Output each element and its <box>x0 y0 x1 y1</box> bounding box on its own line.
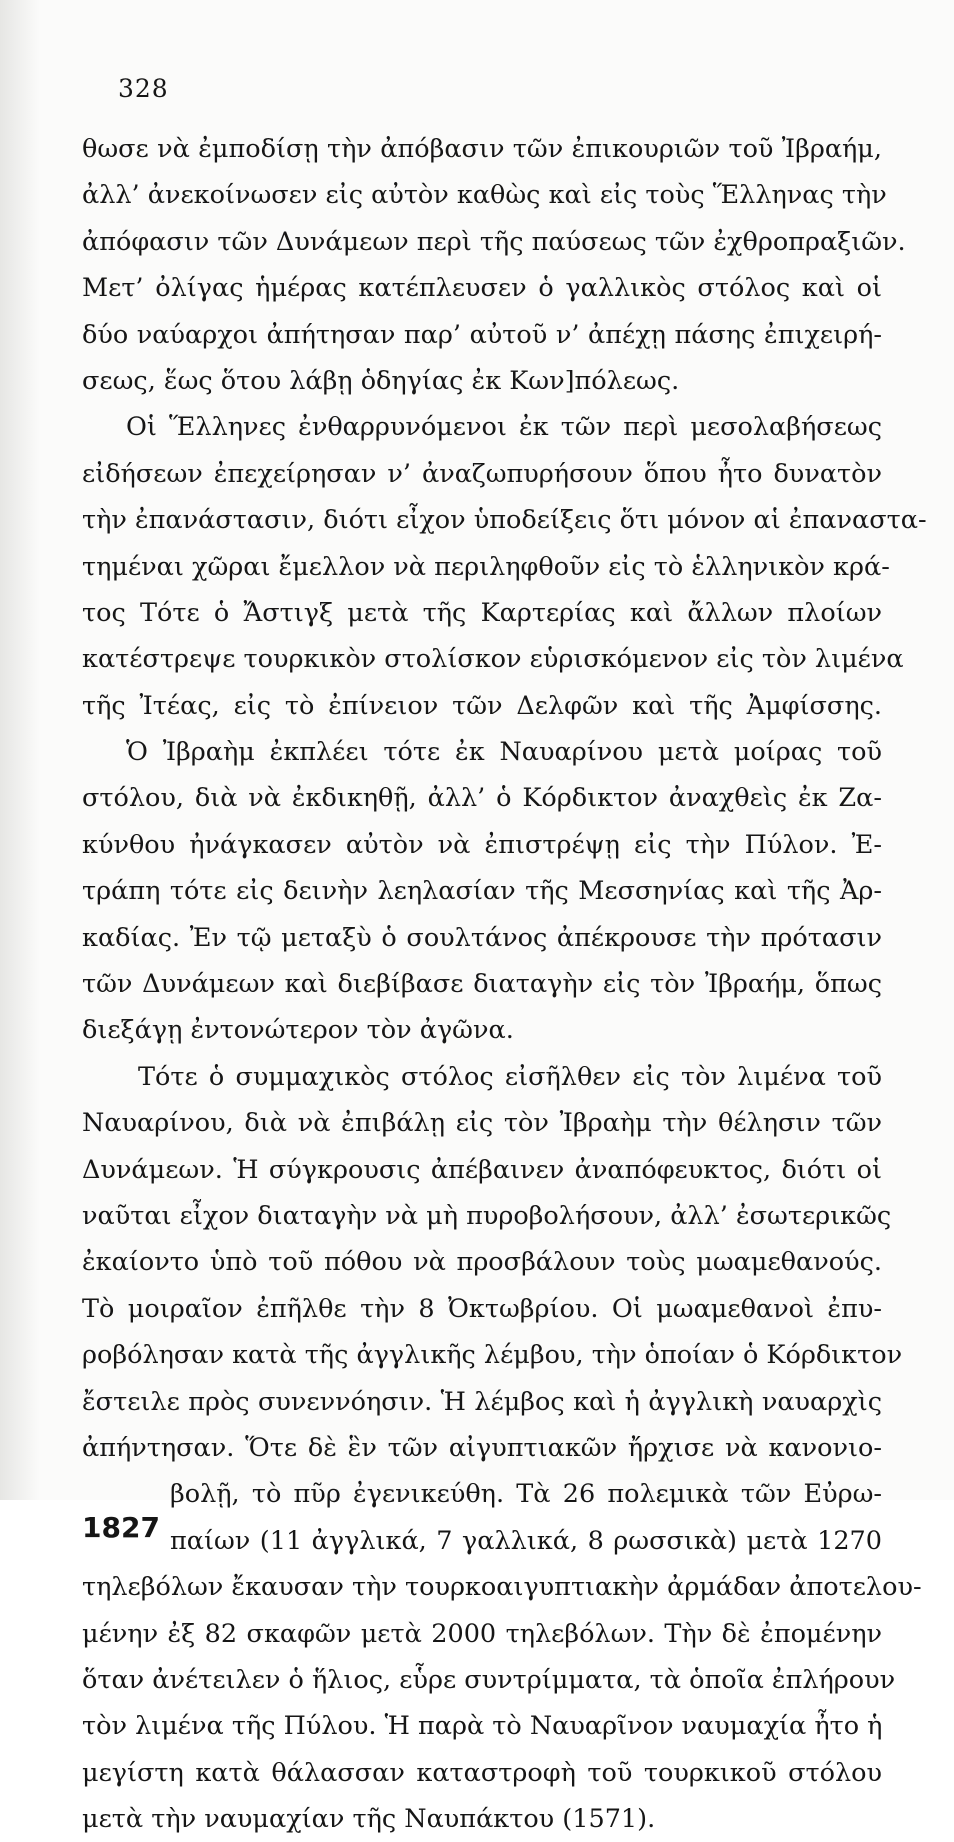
text-line: ἀλλ’ ἀνεκοίνωσεν εἰς αὐτὸν καθὼς καὶ εἰς τοὺς Ἕλληνας τὴν <box>82 180 887 211</box>
text-line: στόλου, διὰ νὰ ἐκδικηθῇ, ἀλλ’ ὁ Κόρδικτον ἀναχθεὶς ἐκ Ζα- <box>82 783 882 814</box>
text-line: τὸν λιμένα τῆς Πύλου. Ἡ παρὰ τὸ Ναυαρῖνον ναυμαχία ἦτο ἡ <box>82 1711 883 1742</box>
text-line: ἐκαίοντο ὑπὸ τοῦ πόθου νὰ προσβάλουν τοὺς μωαμεθανούς. <box>82 1247 882 1278</box>
text-line: ἀπόφασιν τῶν Δυνάμεων περὶ τῆς παύσεως τῶν ἐχθροπραξιῶν. <box>82 226 906 257</box>
text-line: παίων (11 ἀγγλικά, 7 γαλλικά, 8 ρωσσικὰ) μετὰ 1270 <box>170 1525 882 1556</box>
text-line: τῆς Ἰτέας, εἰς τὸ ἐπίνειον τῶν Δελφῶν καὶ τῆς Ἀμφίσσης. <box>82 690 882 721</box>
text-line: τημέναι χῶραι ἔμελλον νὰ περιληφθοῦν εἰς τὸ ἑλληνικὸν κρά- <box>82 551 890 582</box>
text-line: μένην ἐξ 82 σκαφῶν μετὰ 2000 τηλεβόλων. Τὴν δὲ ἐπομένην <box>82 1618 882 1649</box>
text-line: μεγίστη κατὰ θάλασσαν καταστροφὴ τοῦ τουρκικοῦ στόλου <box>82 1757 882 1788</box>
text-line: διεξάγῃ ἐντονώτερον τὸν ἀγῶνα. <box>82 1015 514 1046</box>
text-line: ροβόλησαν κατὰ τῆς ἀγγλικῆς λέμβου, τὴν ὁποίαν ὁ Κόρδικτον <box>82 1340 903 1371</box>
text-line: Ὁ Ἰβραὴμ ἐκπλέει τότε ἐκ Ναυαρίνου μετὰ μοίρας τοῦ <box>126 737 882 768</box>
text-line: ναῦται εἶχον διαταγὴν νὰ μὴ πυροβολήσουν, ἀλλ’ ἐσωτερικῶς <box>82 1200 892 1231</box>
page-number: 328 <box>118 74 169 103</box>
text-line: κατέστρεψε τουρκικὸν στολίσκον εὑρισκόμενον εἰς τὸν λιμένα <box>82 644 904 675</box>
text-line: καδίας. Ἐν τῷ μεταξὺ ὁ σουλτάνος ἀπέκρουσε τὴν πρότασιν <box>82 922 882 953</box>
text-line: μετὰ τὴν ναυμαχίαν τῆς Ναυπάκτου (1571). <box>82 1804 656 1835</box>
text-line: Τότε ὁ συμμαχικὸς στόλος εἰσῆλθεν εἰς τὸν λιμένα τοῦ <box>138 1061 882 1092</box>
year-marker: 1827 <box>82 1511 160 1545</box>
text-line: τὴν ἐπανάστασιν, διότι εἶχον ὑποδείξεις ὅτι μόνον αἱ ἐπαναστα- <box>82 505 927 536</box>
text-line: τηλεβόλων ἔκαυσαν τὴν τουρκοαιγυπτιακὴν ἀρμάδαν ἀποτελου- <box>82 1572 922 1603</box>
text-line: ἀπήντησαν. Ὅτε δὲ ἓν τῶν αἰγυπτιακῶν ἤρχισε νὰ κανονιο- <box>82 1432 882 1463</box>
text-line: Οἱ Ἕλληνες ἐνθαρρυνόμενοι ἐκ τῶν περὶ μεσολαβήσεως <box>126 412 882 443</box>
text-line: Ναυαρίνου, διὰ νὰ ἐπιβάλῃ εἰς τὸν Ἰβραὴμ τὴν θέλησιν τῶν <box>82 1108 882 1139</box>
year-margin-row <box>82 1471 882 1564</box>
body-text <box>82 126 927 1842</box>
text-line: Τὸ μοιραῖον ἐπῆλθε τὴν 8 Ὀκτωβρίου. Οἱ μωαμεθανοὶ ἐπυ- <box>82 1293 882 1324</box>
text-line: θωσε νὰ ἐμποδίσῃ τὴν ἀπόβασιν τῶν ἐπικουριῶν τοῦ Ἰβραήμ, <box>82 134 882 164</box>
text-line: ἔστειλε πρὸς συνεννόησιν. Ἡ λέμβος καὶ ἡ ἀγγλικὴ ναυαρχὶς <box>82 1386 882 1417</box>
text-line: σεως, ἕως ὅτου λάβῃ ὁδηγίας ἐκ Κων]πόλεως. <box>82 365 680 396</box>
text-line: τράπη τότε εἰς δεινὴν λεηλασίαν τῆς Μεσσηνίας καὶ τῆς Ἀρ- <box>82 876 882 907</box>
text-line: ὅταν ἀνέτειλεν ὁ ἥλιος, εὗρε συντρίμματα, τὰ ὁποῖα ἐπλήρουν <box>82 1664 896 1695</box>
text-line: εἰδήσεων ἐπεχείρησαν ν’ ἀναζωπυρήσουν ὅπου ἦτο δυνατὸν <box>82 458 882 489</box>
text-line: τῶν Δυνάμεων καὶ διεβίβασε διαταγὴν εἰς τὸν Ἰβραήμ, ὅπως <box>82 969 882 1000</box>
text-line: κύνθου ἠνάγκασεν αὐτὸν νὰ ἐπιστρέψῃ εἰς τὴν Πύλον. Ἐ- <box>82 829 882 860</box>
page-edge-shadow <box>0 0 40 1500</box>
text-line: δύο ναύαρχοι ἀπήτησαν παρ’ αὐτοῦ ν’ ἀπέχῃ πάσης ἐπιχειρή- <box>82 319 882 350</box>
text-line: Μετ’ ὀλίγας ἡμέρας κατέπλευσεν ὁ γαλλικὸς στόλος καὶ οἱ <box>82 273 882 304</box>
text-line: Δυνάμεων. Ἡ σύγκρουσις ἀπέβαινεν ἀναπόφευκτος, διότι οἱ <box>82 1154 882 1185</box>
text-line: τος Τότε ὁ Ἄστιγξ μετὰ τῆς Καρτερίας καὶ ἄλλων πλοίων <box>82 597 882 628</box>
text-line: βολῇ, τὸ πῦρ ἐγενικεύθη. Τὰ 26 πολεμικὰ τῶν Εὐρω- <box>170 1479 882 1510</box>
